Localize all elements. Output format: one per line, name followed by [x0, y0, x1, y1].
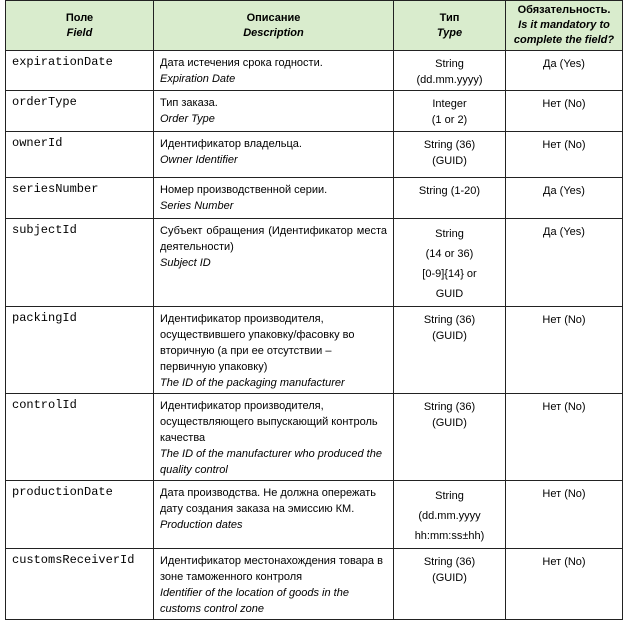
header-field-en: Field: [66, 26, 93, 39]
field-type: [394, 132, 506, 178]
field-name: expirationDate: [6, 51, 154, 91]
header-mand-ru: Обязательность.: [517, 4, 611, 16]
header-field: [6, 1, 154, 51]
field-type: [394, 219, 506, 307]
field-mandatory: Да (Yes): [506, 219, 623, 307]
field-name: customsReceiverId: [6, 549, 154, 620]
description-ru: Дата истечения срока годности.: [160, 57, 323, 69]
type-line: (GUID): [432, 330, 467, 342]
description-ru: Номер производственной серии.: [160, 184, 328, 196]
field-mandatory: Да (Yes): [506, 51, 623, 91]
table-body: [6, 51, 623, 620]
field-type: [394, 91, 506, 132]
table-row: [6, 219, 623, 307]
description-ru: Дата производства. Не должна опережать дату создания заказа на эмиссию КМ.: [160, 487, 377, 515]
type-line: (dd.mm.yyyy): [416, 74, 483, 86]
field-spec-document: [5, 0, 622, 620]
field-mandatory: Нет (No): [506, 91, 623, 132]
type-line: Integer: [432, 98, 467, 110]
description-en: Expiration Date: [160, 73, 236, 85]
table-header-row: [6, 1, 623, 51]
field-description: [154, 394, 394, 481]
description-en: The ID of the manufacturer who produced the quality control: [160, 448, 382, 476]
field-description: [154, 219, 394, 307]
description-en: Production dates: [160, 519, 243, 531]
header-type: [394, 1, 506, 51]
type-line: String: [435, 58, 464, 70]
header-description: [154, 1, 394, 51]
type-line: (14 or 36): [425, 248, 474, 260]
field-spec-table: [5, 0, 623, 620]
description-en: Series Number: [160, 200, 234, 212]
table-row: [6, 549, 623, 620]
field-mandatory: Да (Yes): [506, 178, 623, 219]
table-row: [6, 178, 623, 219]
table-row: [6, 481, 623, 549]
header-mand-en-2: complete the field?: [513, 34, 615, 46]
description-en: The ID of the packaging manufacturer: [160, 377, 345, 389]
field-description: [154, 178, 394, 219]
field-type: [394, 178, 506, 219]
field-description: [154, 549, 394, 620]
table-row: [6, 132, 623, 178]
description-en: Owner Identifier: [160, 154, 238, 166]
type-line: (GUID): [432, 417, 467, 429]
type-line: GUID: [435, 288, 464, 300]
description-en: Subject ID: [160, 257, 211, 269]
type-line: hh:mm:ss±hh): [414, 530, 485, 542]
header-mand-en-1: Is it mandatory to: [518, 19, 610, 31]
field-name: ownerId: [6, 132, 154, 178]
field-type: [394, 51, 506, 91]
type-line: (GUID): [432, 155, 467, 167]
table-row: [6, 394, 623, 481]
table-row: [6, 91, 623, 132]
field-description: [154, 481, 394, 549]
type-line: (GUID): [432, 572, 467, 584]
header-mandatory: [506, 1, 623, 51]
description-ru: Субъект обращения (Идентификатор места деятельности): [160, 225, 387, 253]
field-name: packingId: [6, 307, 154, 394]
field-type: [394, 549, 506, 620]
table-row: [6, 307, 623, 394]
field-name: orderType: [6, 91, 154, 132]
type-line: String (1-20): [418, 185, 481, 197]
field-name: subjectId: [6, 219, 154, 307]
description-ru: Идентификатор производителя, осуществляющего выпускающий контроль качества: [160, 400, 378, 444]
field-name: controlId: [6, 394, 154, 481]
description-ru: Идентификатор владельца.: [160, 138, 302, 150]
type-line: String (36): [423, 556, 476, 568]
field-mandatory: Нет (No): [506, 394, 623, 481]
table-row: [6, 51, 623, 91]
field-description: [154, 91, 394, 132]
header-desc-ru: Описание: [246, 11, 301, 24]
type-line: (dd.mm.yyyy: [418, 510, 481, 522]
field-description: [154, 132, 394, 178]
type-line: String (36): [423, 314, 476, 326]
field-name: seriesNumber: [6, 178, 154, 219]
field-mandatory: Нет (No): [506, 307, 623, 394]
header-type-ru: Тип: [439, 11, 460, 24]
field-type: [394, 481, 506, 549]
field-description: [154, 307, 394, 394]
type-line: (1 or 2): [431, 114, 468, 126]
description-en: Order Type: [160, 113, 215, 125]
type-line: [0-9]{14} or: [422, 268, 477, 280]
description-en: Identifier of the location of goods in the customs control zone: [160, 587, 349, 615]
type-line: String (36): [423, 139, 476, 151]
field-type: [394, 307, 506, 394]
type-line: String: [435, 228, 464, 240]
field-mandatory: Нет (No): [506, 132, 623, 178]
field-description: [154, 51, 394, 91]
type-line: String (36): [423, 401, 476, 413]
field-name: productionDate: [6, 481, 154, 549]
header-desc-en: Description: [243, 26, 304, 39]
description-ru: Тип заказа.: [160, 97, 218, 109]
description-ru: Идентификатор местонахождения товара в зоне таможенного контроля: [160, 555, 383, 583]
description-ru: Идентификатор производителя, осуществившего упаковку/фасовку во вторичную (а при ее отсутствии – первичную упаковку): [160, 313, 355, 373]
header-type-en: Type: [436, 26, 463, 39]
field-type: [394, 394, 506, 481]
type-line: String: [435, 490, 464, 502]
header-field-ru: Поле: [65, 11, 94, 24]
field-mandatory: Нет (No): [506, 481, 623, 549]
field-mandatory: Нет (No): [506, 549, 623, 620]
